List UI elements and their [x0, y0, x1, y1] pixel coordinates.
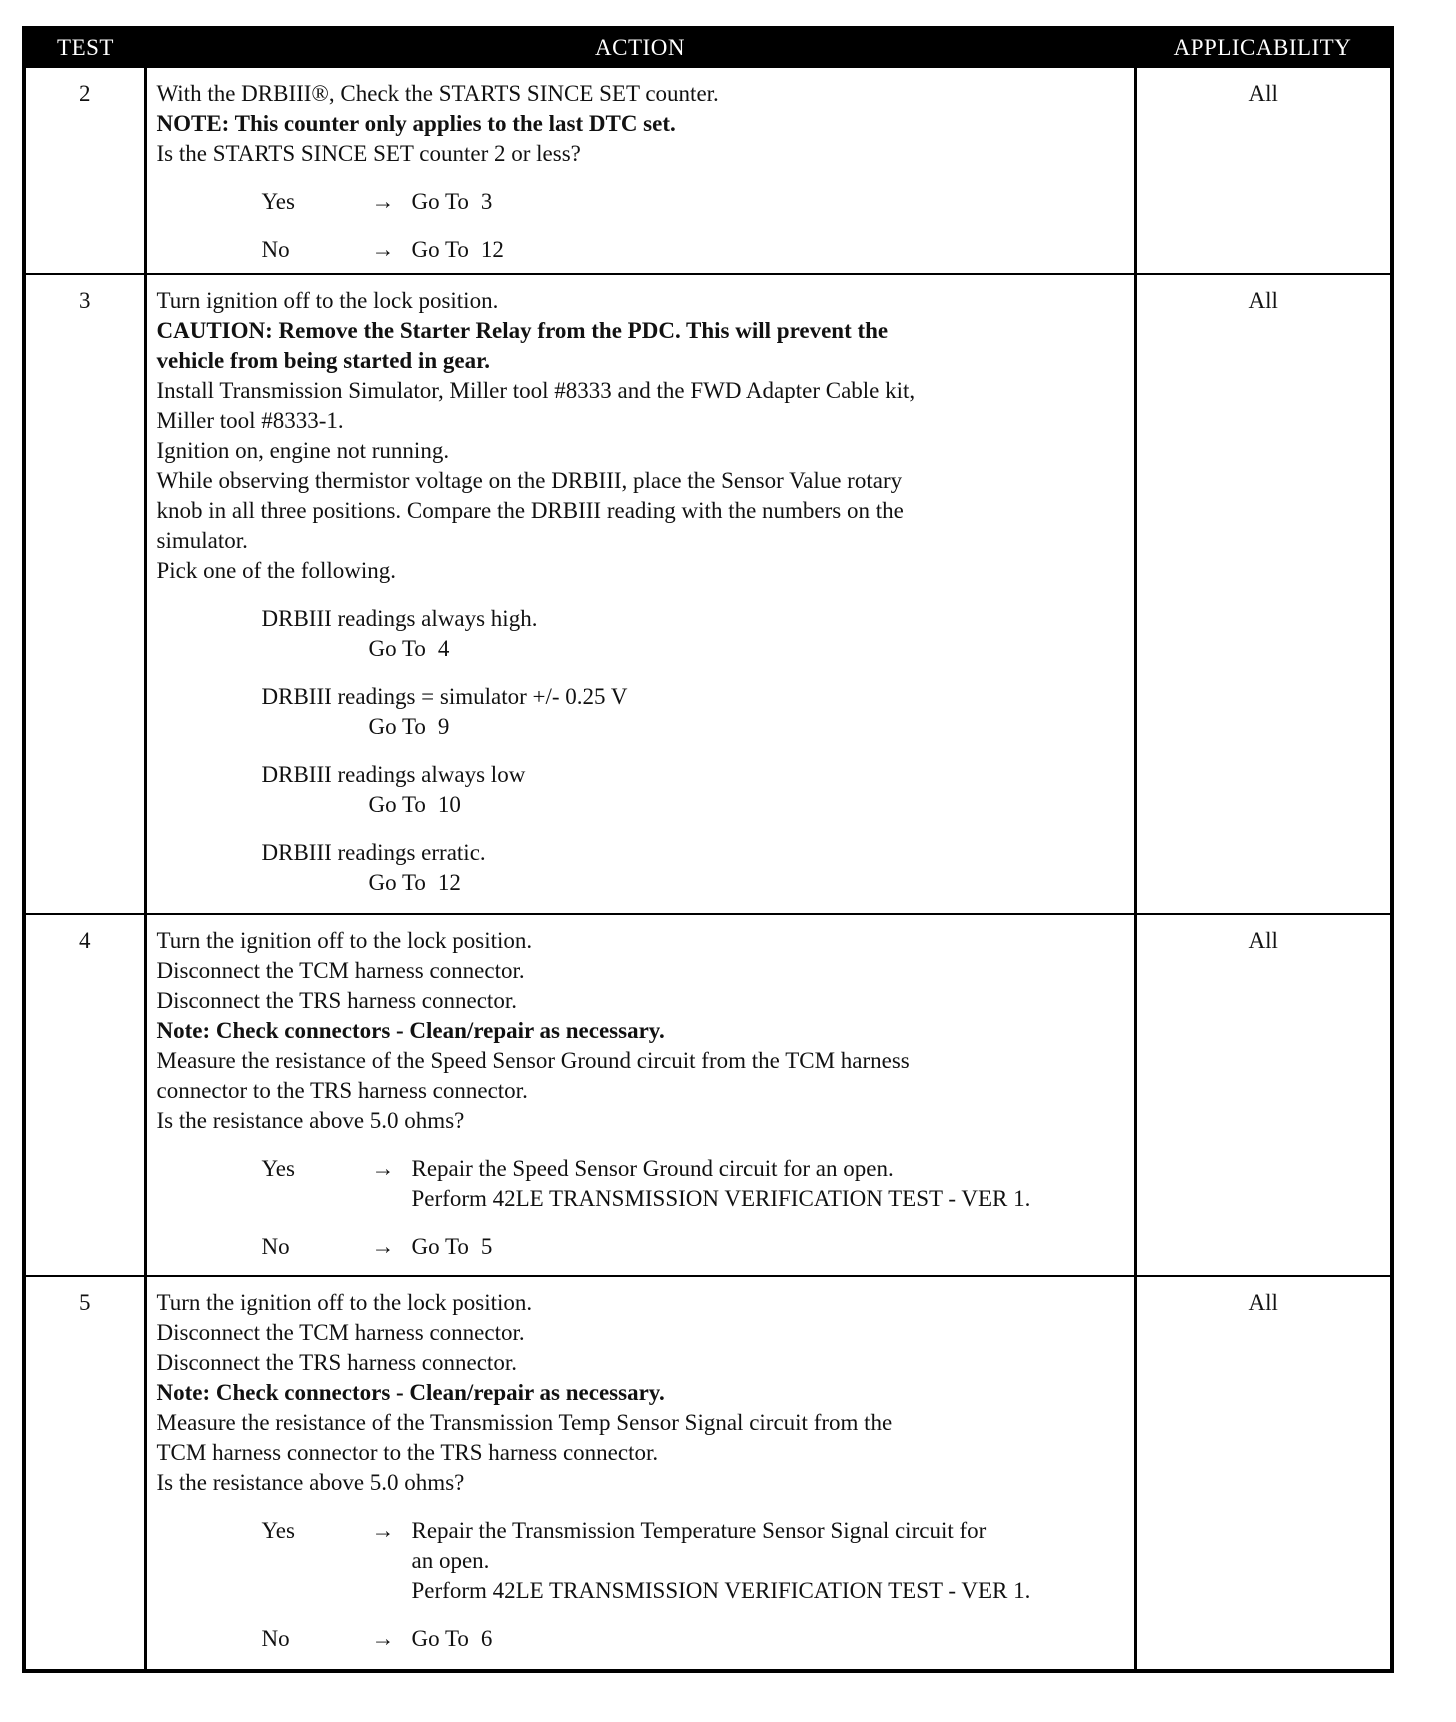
- response-label: Yes: [261, 189, 295, 214]
- no-response: [262, 1624, 1126, 1654]
- action-line: connector to the TRS harness connector.: [156, 1078, 528, 1103]
- arrow-icon: →: [371, 1518, 395, 1543]
- header-test: TEST: [24, 28, 145, 67]
- choice-item: [262, 760, 1126, 820]
- choice-label: DRBIII readings = simulator +/- 0.25 V: [261, 684, 628, 709]
- repair-instruction: Repair the Speed Sensor Ground circuit for an open. Perform 42LE TRANSMISSION VERIFICATION TEST - VER 1.: [411, 1156, 1031, 1211]
- table-row: [24, 67, 1392, 274]
- arrow-icon: →: [371, 237, 395, 262]
- repair-instruction: Repair the Transmission Temperature Sensor Signal circuit for an open. Perform 42LE TRANSMISSION VERIFICATION TEST - VER 1.: [411, 1518, 1031, 1603]
- action-line: Turn the ignition off to the lock position.: [156, 928, 533, 953]
- test-number: 2: [24, 67, 145, 274]
- choice-item: [262, 604, 1126, 664]
- goto-link[interactable]: Go To 4: [368, 636, 450, 661]
- arrow-icon: →: [371, 189, 395, 214]
- action-cell: [145, 274, 1135, 914]
- question-line: Is the resistance above 5.0 ohms?: [156, 1470, 465, 1495]
- caution-line: CAUTION: Remove the Starter Relay from the PDC. This will prevent the: [156, 318, 889, 343]
- applicability-cell: All: [1135, 1276, 1392, 1671]
- applicability-cell: All: [1135, 67, 1392, 274]
- choice-label: DRBIII readings always high.: [261, 606, 538, 631]
- action-line: Ignition on, engine not running.: [156, 438, 450, 463]
- response-label: No: [261, 1626, 290, 1651]
- action-line: Disconnect the TCM harness connector.: [156, 958, 525, 983]
- action-line: TCM harness connector to the TRS harness connector.: [156, 1440, 659, 1465]
- no-response: [262, 1232, 1126, 1262]
- arrow-icon: →: [371, 1234, 395, 1259]
- choice-label: DRBIII readings erratic.: [261, 840, 486, 865]
- action-line: Install Transmission Simulator, Miller tool #8333 and the FWD Adapter Cable kit,: [156, 378, 916, 403]
- goto-link[interactable]: Go To 6: [411, 1626, 493, 1651]
- response-label: Yes: [261, 1156, 295, 1181]
- action-line: Turn ignition off to the lock position.: [156, 288, 499, 313]
- arrow-icon: →: [371, 1156, 395, 1181]
- table-row: [24, 914, 1392, 1276]
- action-line: Disconnect the TRS harness connector.: [156, 988, 517, 1013]
- choice-item: [262, 838, 1126, 898]
- action-line: While observing thermistor voltage on the DRBIII, place the Sensor Value rotary: [156, 468, 903, 493]
- yes-response: [262, 187, 1126, 217]
- action-cell: [145, 914, 1135, 1276]
- choice-item: [262, 682, 1126, 742]
- action-line: simulator.: [156, 528, 248, 553]
- response-label: No: [261, 1234, 290, 1259]
- question-line: Is the resistance above 5.0 ohms?: [156, 1108, 465, 1133]
- table-row: [24, 1276, 1392, 1671]
- action-line: Miller tool #8333-1.: [156, 408, 344, 433]
- action-line: Disconnect the TRS harness connector.: [156, 1350, 517, 1375]
- header-action: ACTION: [145, 28, 1135, 67]
- action-cell: [145, 67, 1135, 274]
- header-applicability: APPLICABILITY: [1135, 28, 1392, 67]
- response-label: Yes: [261, 1518, 295, 1543]
- question-line: Is the STARTS SINCE SET counter 2 or less?: [156, 141, 581, 166]
- test-number: 3: [24, 274, 145, 914]
- action-line: With the DRBIII®, Check the STARTS SINCE SET counter.: [156, 81, 719, 106]
- yes-response: [262, 1516, 1126, 1606]
- yes-response: [262, 1154, 1126, 1214]
- action-cell: [145, 1276, 1135, 1671]
- applicability-cell: All: [1135, 274, 1392, 914]
- action-line: Turn the ignition off to the lock position.: [156, 1290, 533, 1315]
- response-label: No: [261, 237, 290, 262]
- table-header-row: [24, 28, 1392, 67]
- caution-line: vehicle from being started in gear.: [156, 348, 490, 373]
- test-number: 4: [24, 914, 145, 1276]
- note-line: Note: Check connectors - Clean/repair as necessary.: [156, 1018, 665, 1043]
- goto-link[interactable]: Go To 12: [368, 870, 461, 895]
- goto-link[interactable]: Go To 3: [411, 189, 493, 214]
- table-row: [24, 274, 1392, 914]
- action-line: Disconnect the TCM harness connector.: [156, 1320, 525, 1345]
- goto-link[interactable]: Go To 5: [411, 1234, 493, 1259]
- applicability-cell: All: [1135, 914, 1392, 1276]
- goto-link[interactable]: Go To 10: [368, 792, 461, 817]
- action-line: Pick one of the following.: [156, 558, 397, 583]
- no-response: [262, 235, 1126, 265]
- goto-link[interactable]: Go To 9: [368, 714, 450, 739]
- note-line: Note: Check connectors - Clean/repair as necessary.: [156, 1380, 665, 1405]
- action-line: Measure the resistance of the Transmission Temp Sensor Signal circuit from the: [156, 1410, 893, 1435]
- choice-label: DRBIII readings always low: [261, 762, 526, 787]
- action-line: Measure the resistance of the Speed Sensor Ground circuit from the TCM harness: [156, 1048, 910, 1073]
- action-line: knob in all three positions. Compare the DRBIII reading with the numbers on the: [156, 498, 904, 523]
- test-number: 5: [24, 1276, 145, 1671]
- arrow-icon: →: [371, 1626, 395, 1651]
- goto-link[interactable]: Go To 12: [411, 237, 504, 262]
- diagnostic-test-table: [22, 26, 1394, 1673]
- note-line: NOTE: This counter only applies to the last DTC set.: [156, 111, 676, 136]
